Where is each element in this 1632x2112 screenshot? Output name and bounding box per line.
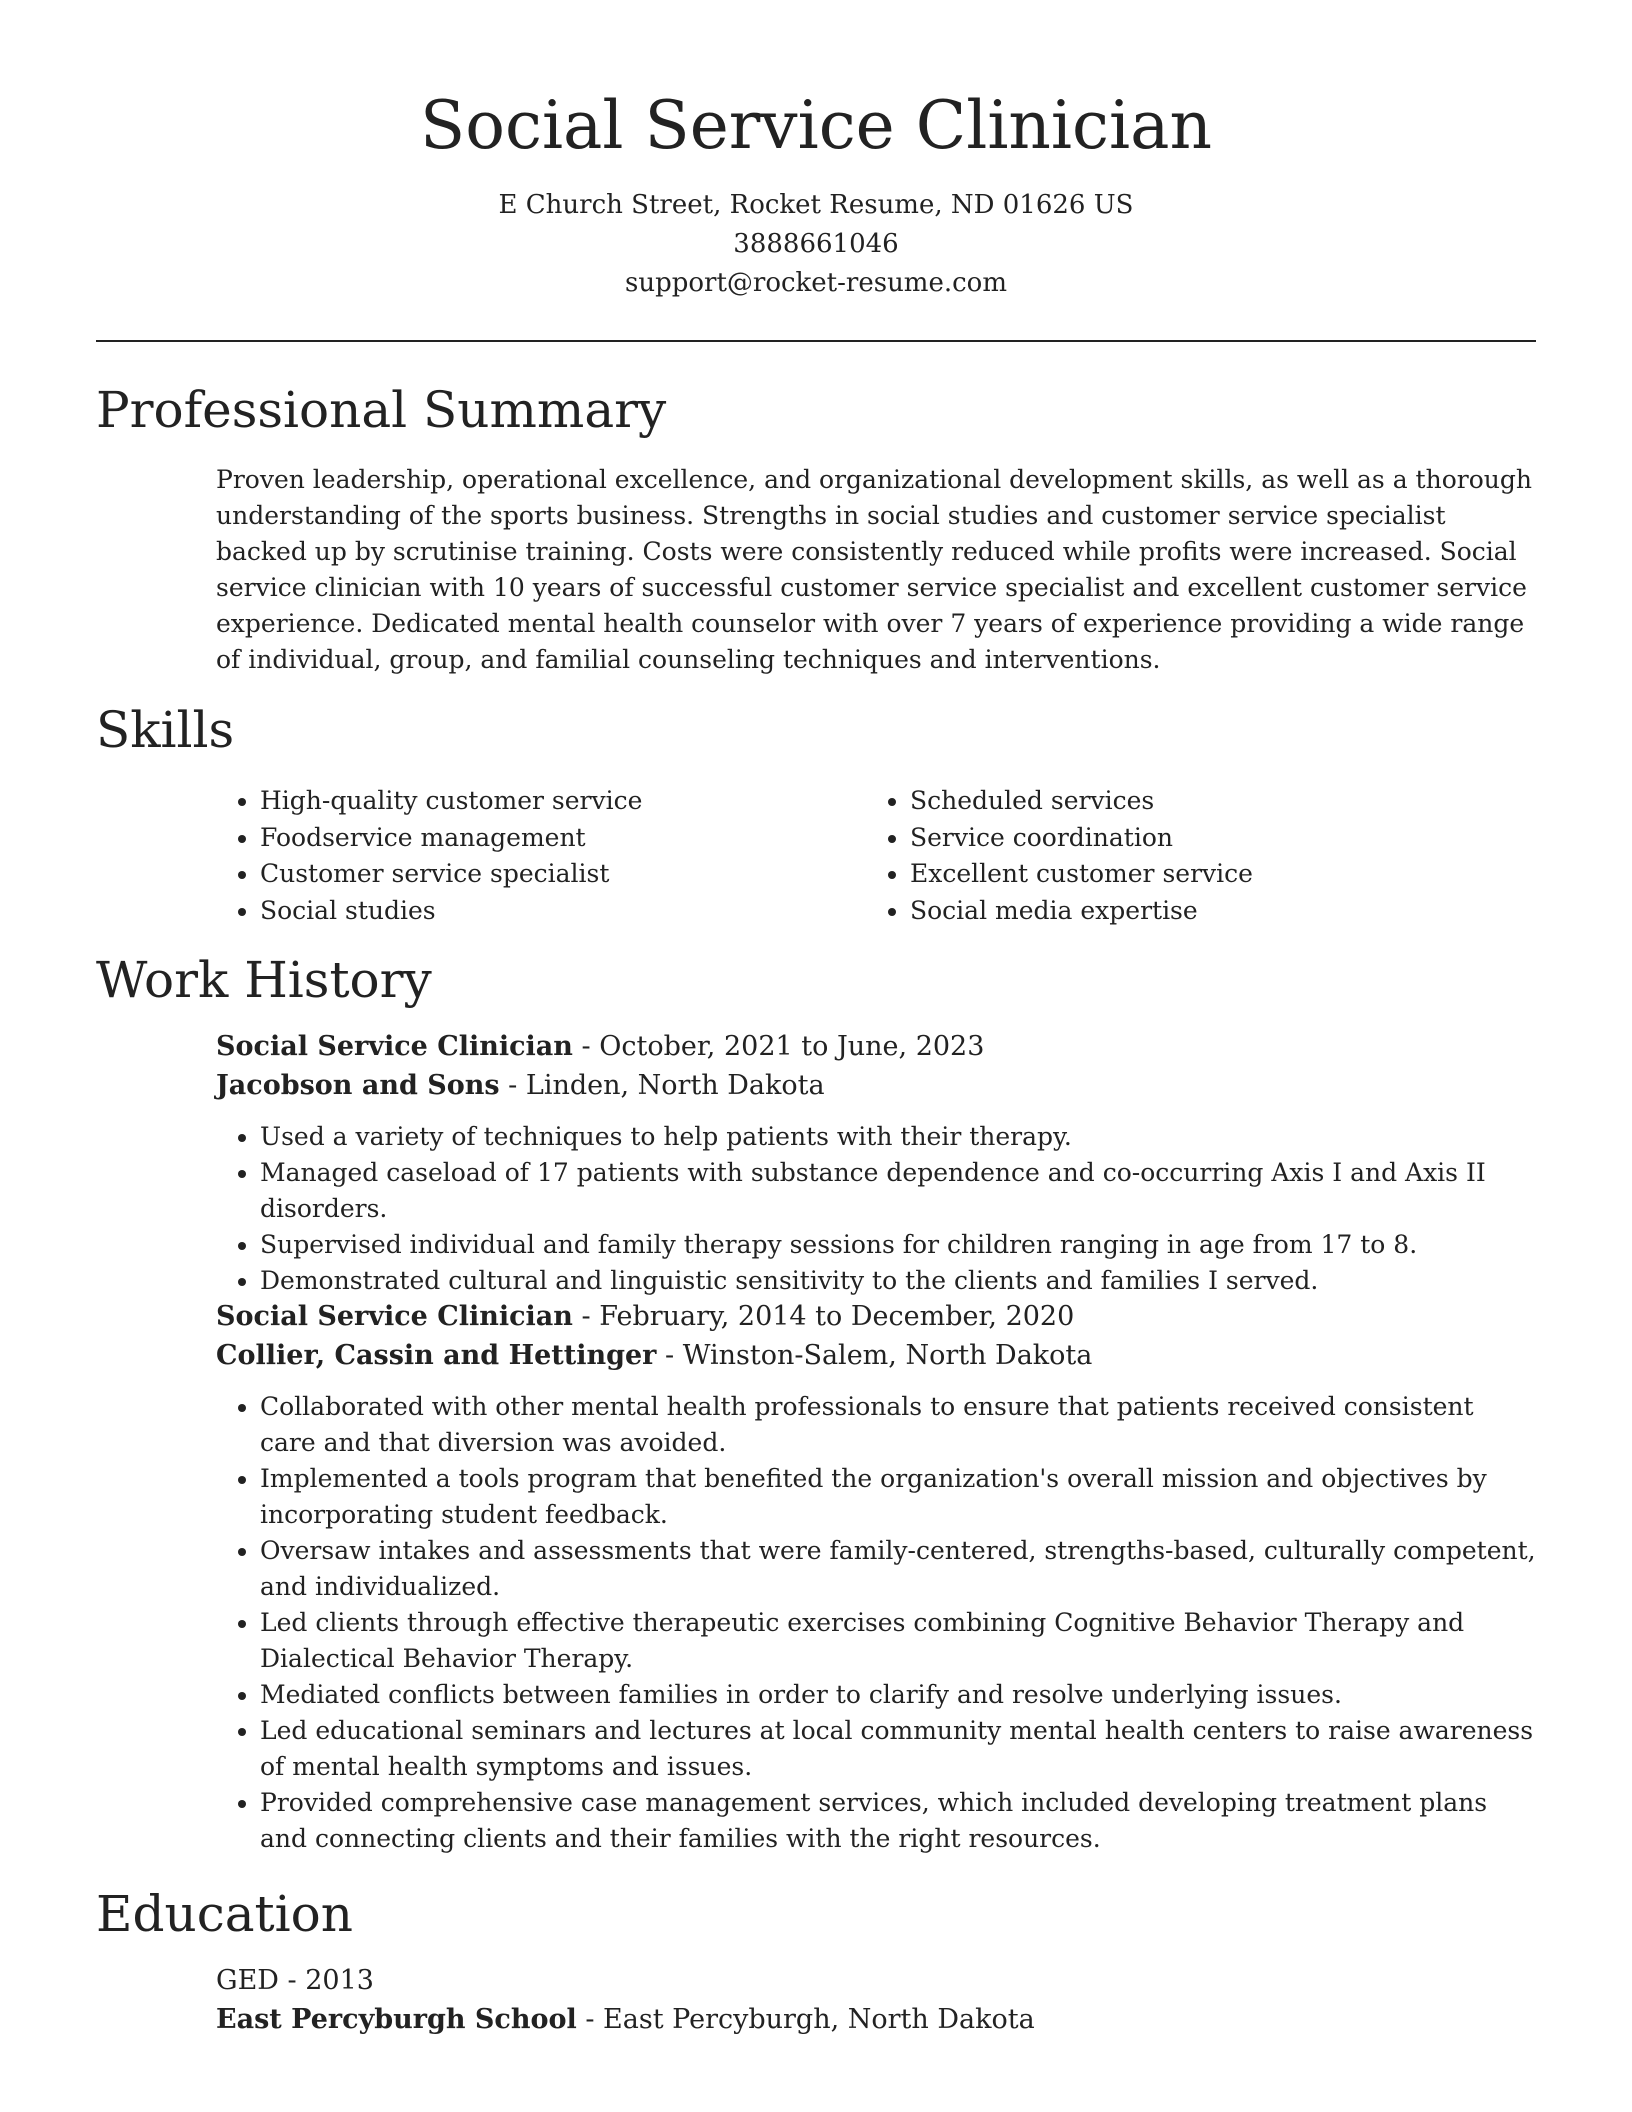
header-divider xyxy=(96,340,1536,342)
job-employer-line xyxy=(216,1336,1536,1375)
skills-column-right xyxy=(866,783,1516,929)
contact-block xyxy=(0,186,1632,303)
job-bullet: • Oversaw intakes and assessments that were family-centered, strengths-based, culturally competent, and individualized. xyxy=(260,1533,1536,1605)
separator: - xyxy=(576,2004,604,2035)
contact-address: E Church Street, Rocket Resume, ND 01626 US xyxy=(498,190,1134,220)
job-dates: October, 2021 to June, 2023 xyxy=(599,1031,985,1062)
skill-item: • Excellent customer service xyxy=(910,856,1516,893)
skill-item: • Service coordination xyxy=(910,820,1516,857)
work-history-heading: Work History xyxy=(96,951,432,1009)
degree: GED xyxy=(216,1965,279,1996)
job-employer: Collier, Cassin and Hettinger xyxy=(216,1340,657,1371)
separator: - xyxy=(656,1340,683,1371)
job-bullet: • Mediated conflicts between families in order to clarify and resolve underlying issues. xyxy=(260,1677,1536,1713)
skills-heading: Skills xyxy=(96,701,235,759)
resume-header xyxy=(0,0,1632,303)
job-location: Winston-Salem, North Dakota xyxy=(682,1340,1093,1371)
skill-item: • Social media expertise xyxy=(910,893,1516,930)
candidate-name: Social Service Clinician xyxy=(420,87,1212,164)
job-entry xyxy=(216,1297,1536,1857)
skill-item: • Foodservice management xyxy=(260,820,866,857)
degree-year: 2013 xyxy=(305,1965,374,1996)
school-name: East Percyburgh School xyxy=(216,2004,577,2035)
job-bullet: • Used a variety of techniques to help patients with their therapy. xyxy=(260,1119,1536,1155)
job-title-line xyxy=(216,1027,1536,1066)
job-bullet: • Demonstrated cultural and linguistic sensitivity to the clients and families I served. xyxy=(260,1263,1536,1299)
separator: - xyxy=(278,1965,306,1996)
job-employer: Jacobson and Sons xyxy=(216,1070,500,1101)
skill-item: • High-quality customer service xyxy=(260,783,866,820)
job-role: Social Service Clinician xyxy=(216,1301,573,1332)
job-role: Social Service Clinician xyxy=(216,1031,573,1062)
job-bullet: • Led educational seminars and lectures at local community mental health centers to raise awareness of mental health symptoms and issues. xyxy=(260,1713,1536,1785)
job-bullet: • Managed caseload of 17 patients with substance dependence and co-occurring Axis I and Axis II disorders. xyxy=(260,1155,1536,1227)
summary-text: Proven leadership, operational excellence, and organizational development skills, as well as a thorough understanding of the sports business. Strengths in social studies and customer service specialist backed up by scrutinise training. Costs were consistently reduced while profits were increased. Social service clinician with 10 years of successful customer service specialist and excellent customer service experience. Dedicated mental health counselor with over 7 years of experience providing a wide range of individual, group, and familial counseling techniques and interventions. xyxy=(216,465,1532,674)
degree-line xyxy=(216,1961,1536,2000)
school-line xyxy=(216,2000,1536,2039)
skills-column-left xyxy=(216,783,866,929)
job-location: Linden, North Dakota xyxy=(525,1070,825,1101)
job-bullets xyxy=(216,1119,1536,1299)
job-title-line xyxy=(216,1297,1536,1336)
separator: - xyxy=(499,1070,526,1101)
skill-item: • Customer service specialist xyxy=(260,856,866,893)
skill-item: • Social studies xyxy=(260,893,866,930)
separator: - xyxy=(572,1301,600,1332)
skill-item: • Scheduled services xyxy=(910,783,1516,820)
job-employer-line xyxy=(216,1066,1536,1105)
separator: - xyxy=(572,1031,600,1062)
education-heading: Education xyxy=(96,1885,353,1943)
skills-list xyxy=(216,783,1536,929)
contact-phone: 3888661046 xyxy=(733,229,899,259)
job-bullet: • Provided comprehensive case management services, which included developing treatment plans and connecting clients and their families with the right resources. xyxy=(260,1785,1536,1857)
job-bullet: • Led clients through effective therapeutic exercises combining Cognitive Behavior Therapy and Dialectical Behavior Therapy. xyxy=(260,1605,1536,1677)
job-bullet: • Implemented a tools program that benefited the organization's overall mission and objectives by incorporating student feedback. xyxy=(260,1461,1536,1533)
job-bullets xyxy=(216,1389,1536,1857)
school-location: East Percyburgh, North Dakota xyxy=(603,2004,1035,2035)
job-bullet: • Supervised individual and family therapy sessions for children ranging in age from 17 to 8. xyxy=(260,1227,1536,1263)
education-entry xyxy=(216,1961,1536,2039)
job-entry xyxy=(216,1027,1536,1299)
summary-heading: Professional Summary xyxy=(96,381,667,439)
contact-email: support@rocket-resume.com xyxy=(624,268,1007,298)
job-dates: February, 2014 to December, 2020 xyxy=(599,1301,1075,1332)
job-bullet: • Collaborated with other mental health professionals to ensure that patients received consistent care and that diversion was avoided. xyxy=(260,1389,1536,1461)
